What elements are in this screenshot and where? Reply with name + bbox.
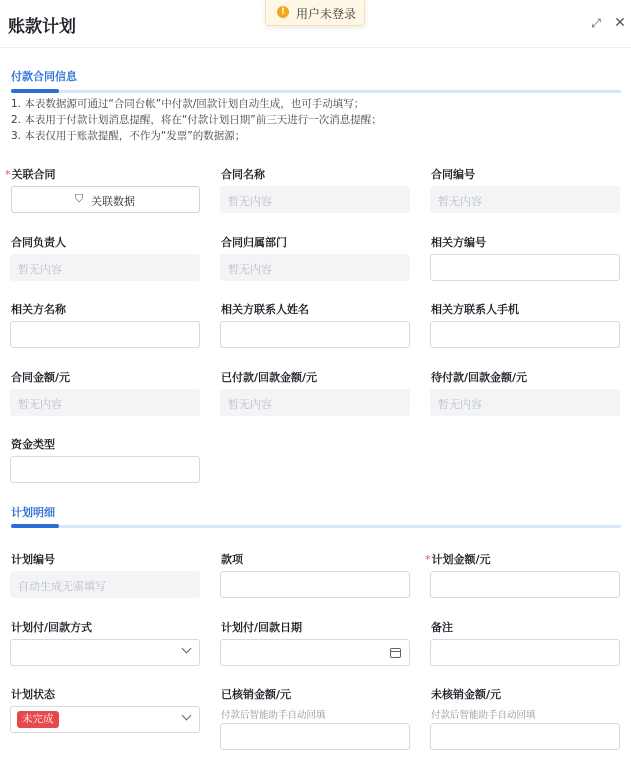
status-badge: 未完成 bbox=[17, 711, 59, 728]
plan-no-label: 计划编号 bbox=[11, 553, 55, 566]
party-name-label: 相关方名称 bbox=[11, 303, 66, 316]
verified-amount-input[interactable] bbox=[220, 723, 410, 750]
instruction-line: 1. 本表数据源可通过“合同台帐”中付款/回款计划自动生成，也可手动填写； bbox=[11, 98, 365, 110]
party-phone-input[interactable] bbox=[430, 321, 620, 348]
party-phone-label: 相关方联系人手机 bbox=[431, 303, 519, 316]
contract-name-label: 合同名称 bbox=[221, 168, 265, 181]
fund-type-label: 资金类型 bbox=[11, 438, 55, 451]
contract-dept-label: 合同归属部门 bbox=[221, 236, 287, 249]
section-title-plan: 计划明细 bbox=[11, 506, 55, 519]
linked-contract-label: *关联合同 bbox=[5, 168, 56, 181]
contract-amount-field: 暂无内容 bbox=[10, 389, 200, 416]
section-divider bbox=[11, 90, 621, 93]
plan-method-label: 计划付/回款方式 bbox=[11, 621, 93, 634]
toast-message: 用户未登录 bbox=[296, 7, 357, 21]
party-contact-input[interactable] bbox=[220, 321, 410, 348]
contract-name-field: 暂无内容 bbox=[220, 186, 410, 213]
plan-no-field: 自动生成无需填写 bbox=[10, 571, 200, 598]
toast-notification bbox=[265, 0, 365, 26]
plan-method-select[interactable] bbox=[10, 639, 200, 666]
contract-owner-field: 暂无内容 bbox=[10, 254, 200, 281]
contract-amount-label: 合同金额/元 bbox=[11, 371, 71, 384]
plan-status-select[interactable] bbox=[10, 706, 200, 733]
unverified-amount-input[interactable] bbox=[430, 723, 620, 750]
party-contact-label: 相关方联系人姓名 bbox=[221, 303, 309, 316]
instruction-line: 3. 本表仅用于账款提醒，不作为“发票”的数据源； bbox=[11, 130, 246, 142]
expand-icon[interactable]: ⤢ bbox=[591, 16, 601, 30]
item-label: 款项 bbox=[221, 553, 243, 566]
dialog-title: 账款计划 bbox=[8, 17, 76, 37]
verified-amount-hint: 付款后智能助手自动回填 bbox=[221, 710, 326, 721]
party-no-input[interactable] bbox=[430, 254, 620, 281]
party-no-label: 相关方编号 bbox=[431, 236, 486, 249]
pending-amount-label: 待付款/回款金额/元 bbox=[431, 371, 528, 384]
paid-amount-label: 已付款/回款金额/元 bbox=[221, 371, 318, 384]
close-icon[interactable]: ✕ bbox=[614, 15, 626, 31]
instructions bbox=[11, 96, 382, 144]
party-name-input[interactable] bbox=[10, 321, 200, 348]
unverified-amount-hint: 付款后智能助手自动回填 bbox=[431, 710, 536, 721]
calendar-icon bbox=[390, 648, 401, 658]
unverified-amount-label: 未核销金额/元 bbox=[431, 688, 502, 701]
link-icon: ⛉ bbox=[75, 192, 84, 205]
contract-dept-field: 暂无内容 bbox=[220, 254, 410, 281]
pending-amount-field: 暂无内容 bbox=[430, 389, 620, 416]
verified-amount-label: 已核销金额/元 bbox=[221, 688, 292, 701]
item-input[interactable] bbox=[220, 571, 410, 598]
link-data-button[interactable]: ⛉ 关联数据 bbox=[11, 186, 200, 213]
fund-type-input[interactable] bbox=[10, 456, 200, 483]
plan-date-label: 计划付/回款日期 bbox=[221, 621, 303, 634]
plan-status-label: 计划状态 bbox=[11, 688, 55, 701]
plan-date-picker[interactable] bbox=[220, 639, 410, 666]
section-divider bbox=[11, 525, 621, 528]
chevron-down-icon bbox=[182, 711, 192, 721]
remark-label: 备注 bbox=[431, 621, 453, 634]
contract-no-label: 合同编号 bbox=[431, 168, 475, 181]
plan-amount-label: *计划金额/元 bbox=[425, 553, 491, 566]
paid-amount-field: 暂无内容 bbox=[220, 389, 410, 416]
warning-icon: ! bbox=[277, 6, 289, 18]
contract-no-field: 暂无内容 bbox=[430, 186, 620, 213]
plan-amount-input[interactable] bbox=[430, 571, 620, 598]
contract-owner-label: 合同负责人 bbox=[11, 236, 66, 249]
section-title-contract: 付款合同信息 bbox=[11, 70, 77, 83]
instruction-line: 2. 本表用于付款计划消息提醒，将在“付款计划日期”前三天进行一次消息提醒； bbox=[11, 114, 382, 126]
chevron-down-icon bbox=[182, 644, 192, 654]
remark-input[interactable] bbox=[430, 639, 620, 666]
